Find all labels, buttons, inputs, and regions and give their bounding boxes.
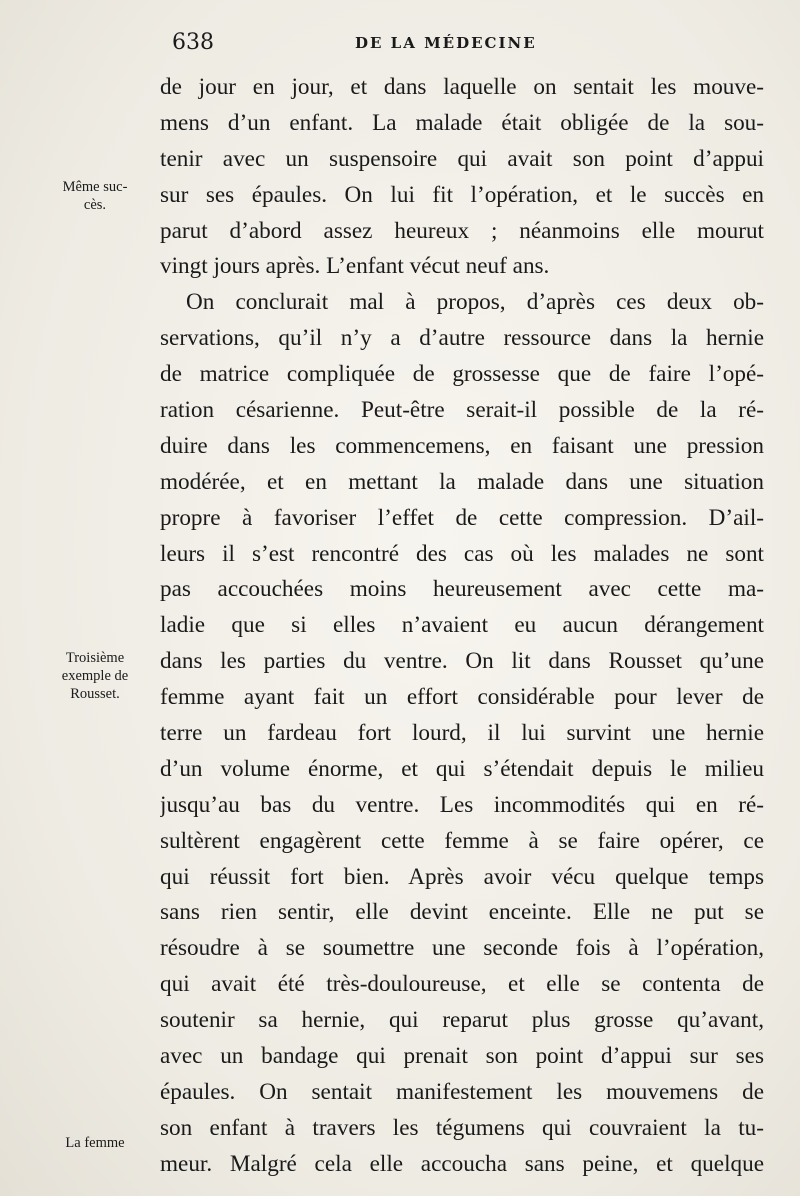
text-line: femme ayant fait un effort considérable pour lever de (160, 684, 764, 711)
page-header (160, 30, 760, 64)
text-line: de jour en jour, et dans laquelle on sentait les mouve- (160, 74, 764, 100)
text-line: meur. Malgré cela elle accoucha sans peine, et quelque (160, 1150, 764, 1177)
margin-note-meme-succes (36, 178, 154, 214)
margin-note-line: La femme (65, 1135, 125, 1151)
margin-note-line: Rousset. (70, 686, 120, 702)
margin-note-line: cès. (83, 197, 107, 213)
text-line: qui avait été très-douloureuse, et elle se contenta de (160, 971, 764, 998)
text-line: jusqu’au bas du ventre. Les incommodités qui en ré- (160, 791, 764, 818)
text-line: ladie que si elles n’avaient eu aucun dérangement (160, 612, 764, 639)
text-line: pas accouchées moins heureusement avec cette ma- (160, 576, 764, 603)
text-line: vingt jours après. L’enfant vécut neuf ans. (160, 253, 550, 280)
margin-note-troisieme-exemple (36, 649, 154, 703)
text-line: de matrice compliquée de grossesse que de faire l’opé- (160, 361, 764, 388)
text-line: son enfant à travers les tégumens qui couvraient la tu- (160, 1114, 764, 1141)
text-line: parut d’abord assez heureux ; néanmoins elle mourut (160, 217, 764, 244)
text-line: avec un bandage qui prenait son point d’appui sur ses (160, 1043, 764, 1070)
text-line: terre un fardeau fort lourd, il lui survint une hernie (160, 720, 764, 747)
text-line: résoudre à se soumettre une seconde fois à l’opération, (160, 935, 764, 962)
text-line: duire dans les commencemens, en faisant une pression (160, 432, 764, 459)
text-line: qui réussit fort bien. Après avoir vécu quelque temps (160, 863, 764, 890)
text-line: dans les parties du ventre. On lit dans Rousset qu’une (160, 648, 764, 675)
margin-note-la-femme (36, 1134, 154, 1152)
text-line: leurs il s’est rencontré des cas où les malades ne sont (160, 540, 764, 567)
running-head: DE LA MÉDECINE (355, 34, 537, 52)
body-text (160, 70, 764, 1183)
text-line: tenir avec un suspensoire qui avait son point d’appui (160, 145, 764, 172)
text-line: sur ses épaules. On lui fit l’opération, et le succès en (160, 181, 764, 208)
text-line: modérée, et en mettant la malade dans une situation (160, 468, 764, 495)
text-line: propre à favoriser l’effet de cette compression. D’ail- (160, 504, 764, 531)
text-line: mens d’un enfant. La malade était obligée de la sou- (160, 109, 764, 136)
text-line: sultèrent engagèrent cette femme à se faire opérer, ce (160, 827, 764, 854)
text-line: sans rien sentir, elle devint enceinte. Elle ne put se (160, 899, 764, 926)
text-line: ration césarienne. Peut-être serait-il possible de la ré- (160, 397, 764, 424)
page-number: 638 (172, 30, 214, 55)
text-line: épaules. On sentait manifestement les mouvemens de (160, 1078, 764, 1105)
margin-note-line: Troisième (65, 650, 125, 666)
text-line: d’un volume énorme, et qui s’étendait depuis le milieu (160, 755, 764, 782)
text-line: soutenir sa hernie, qui reparut plus grosse qu’avant, (160, 1007, 764, 1034)
text-line: On conclurait mal à propos, d’après ces deux ob- (186, 289, 764, 316)
margin-note-line: Même suc- (62, 179, 128, 195)
text-line: servations, qu’il n’y a d’autre ressource dans la hernie (160, 325, 764, 352)
margin-note-line: exemple de (61, 668, 129, 684)
